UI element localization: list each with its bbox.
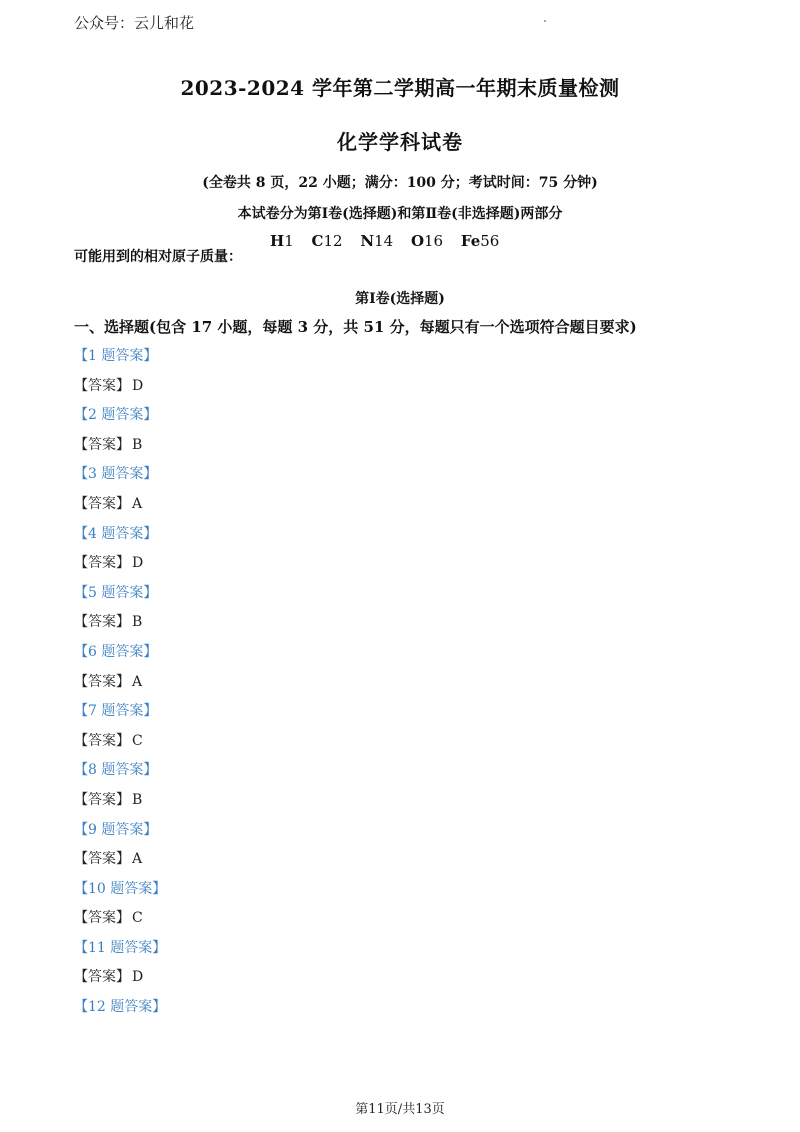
question-answer-heading: 【3 题答案】 xyxy=(74,466,158,483)
exam-parts: 本试卷分为第Ⅰ卷(选择题)和第Ⅱ卷(非选择题)两部分 xyxy=(237,206,563,222)
question-answer-heading: 【6 题答案】 xyxy=(74,643,158,660)
answer-label: 【答案】 xyxy=(74,910,130,927)
atomic-mass-item xyxy=(270,232,294,250)
answer-row xyxy=(74,494,674,524)
element-symbol: O xyxy=(410,232,425,250)
part-one-title: 第Ⅰ卷(选择题) xyxy=(355,291,445,307)
answer-label: 【答案】 xyxy=(74,495,130,512)
exam-info: (全卷共 8 页，22 小题；满分：100 分；考试时间：75 分钟) xyxy=(202,175,598,191)
element-mass: 16 xyxy=(424,232,444,250)
question-answer-heading: 【1 题答案】 xyxy=(74,348,158,364)
answer-label: 【答案】 xyxy=(74,555,130,572)
answer-value: A xyxy=(132,495,143,512)
element-symbol: Fe xyxy=(460,232,481,250)
question-answer-heading: 【10 题答案】 xyxy=(74,880,167,897)
answer-label: 【答案】 xyxy=(74,436,130,453)
answer-row xyxy=(74,790,674,820)
answer-value: B xyxy=(132,614,143,631)
answer-row xyxy=(74,672,674,702)
answer-value: A xyxy=(132,673,143,690)
answer-value: D xyxy=(132,377,144,394)
answer-label: 【答案】 xyxy=(74,732,130,749)
question-answer-heading: 【9 题答案】 xyxy=(74,821,158,838)
answer-row xyxy=(74,731,674,761)
answer-label: 【答案】 xyxy=(74,851,130,868)
question-answer-heading: 【11 题答案】 xyxy=(74,939,167,956)
atomic-mass-block xyxy=(74,230,754,264)
element-mass: 56 xyxy=(480,232,500,250)
answer-label: 【答案】 xyxy=(74,673,130,690)
stray-dot xyxy=(544,20,546,22)
answer-row xyxy=(74,908,674,938)
answer-row xyxy=(74,435,674,465)
atomic-mass-list xyxy=(270,232,512,250)
answer-row xyxy=(74,376,674,406)
question-answer-heading: 【8 题答案】 xyxy=(74,762,158,779)
element-mass: 12 xyxy=(323,232,343,250)
page-footer: 第11页/共13页 xyxy=(355,1102,445,1117)
answer-value: B xyxy=(132,791,143,808)
element-mass: 14 xyxy=(374,232,394,250)
watermark-text: 公众号：云儿和花 xyxy=(74,14,195,32)
question-answer-heading: 【5 题答案】 xyxy=(74,584,158,601)
question-answer-heading: 【4 题答案】 xyxy=(74,525,158,542)
answer-row xyxy=(74,612,674,642)
answer-row xyxy=(74,967,674,997)
answer-label: 【答案】 xyxy=(74,791,130,808)
answer-row xyxy=(74,553,674,583)
answer-list xyxy=(74,346,674,1027)
atomic-mass-item xyxy=(461,232,499,250)
question-answer-heading: 【12 题答案】 xyxy=(74,999,167,1016)
answer-row xyxy=(74,849,674,879)
element-mass: 1 xyxy=(284,232,294,250)
answer-value: D xyxy=(132,555,144,572)
exam-title: 2023-2024 学年第二学期高一年期末质量检测 xyxy=(180,76,620,100)
answer-value: B xyxy=(132,436,143,453)
answer-label: 【答案】 xyxy=(74,614,130,631)
answer-value: C xyxy=(132,732,143,749)
answer-label: 【答案】 xyxy=(74,969,130,986)
atomic-mass-item xyxy=(312,232,343,250)
answer-value: C xyxy=(132,910,143,927)
section-title: 一、选择题(包含 17 小题，每题 3 分，共 51 分，每题只有一个选项符合题目要求) xyxy=(74,318,637,336)
question-answer-heading: 【7 题答案】 xyxy=(74,703,158,720)
atomic-mass-label: 可能用到的相对原子质量： xyxy=(74,249,242,265)
atomic-mass-item xyxy=(360,232,393,250)
element-symbol: N xyxy=(360,232,375,250)
exam-subject: 化学学科试卷 xyxy=(337,130,463,154)
question-answer-heading: 【2 题答案】 xyxy=(74,407,158,424)
element-symbol: C xyxy=(311,232,324,250)
answer-value: A xyxy=(132,851,143,868)
answer-value: D xyxy=(132,969,144,986)
atomic-mass-item xyxy=(411,232,443,250)
element-symbol: H xyxy=(270,232,285,250)
answer-label: 【答案】 xyxy=(74,377,130,394)
